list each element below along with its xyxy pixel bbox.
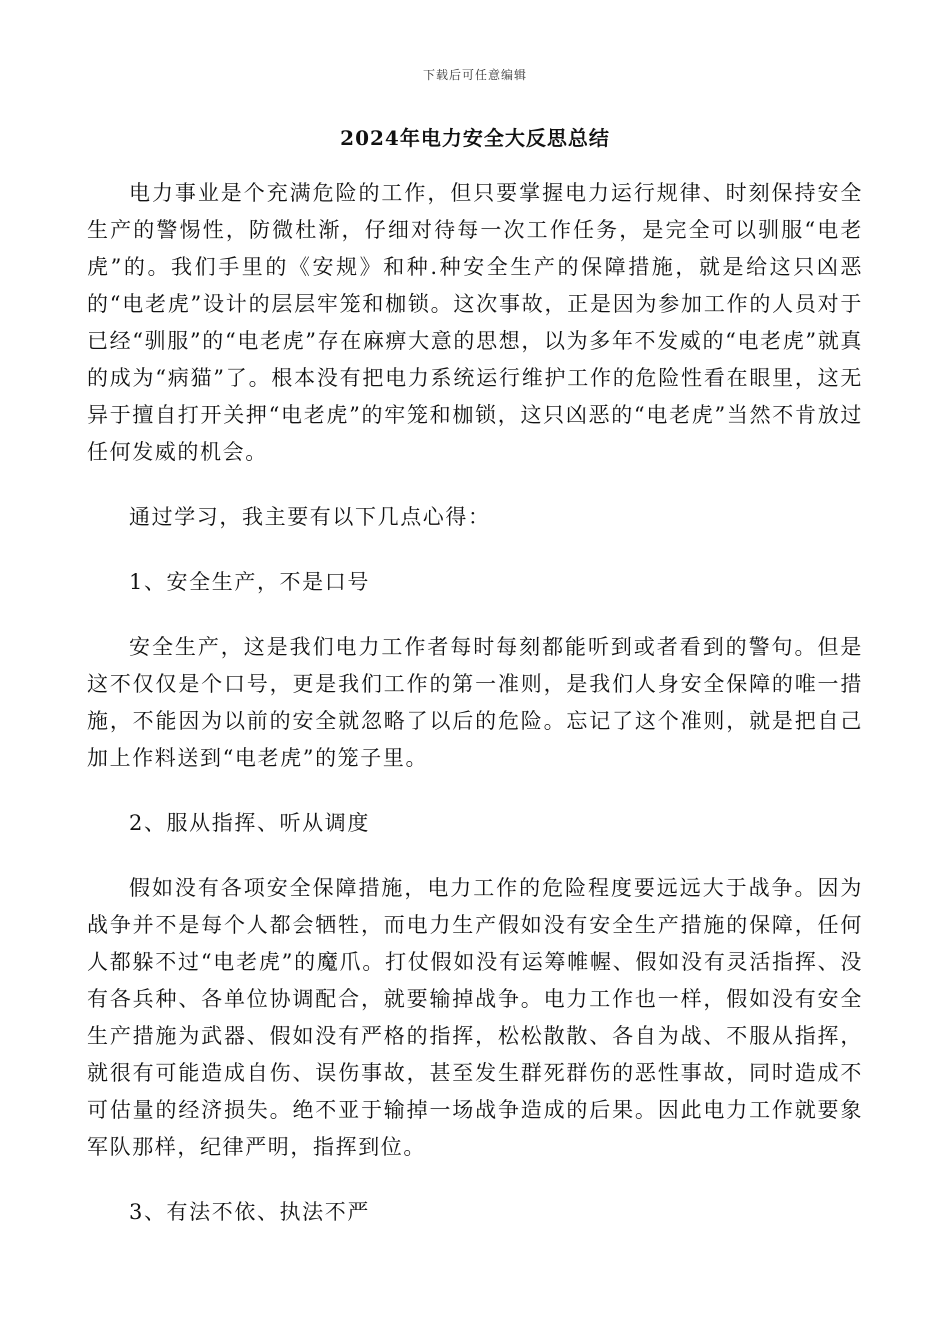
section-heading-3: 3、有法不依、执法不严 <box>129 1200 370 1224</box>
paragraph-section-1: 安全生产，这是我们电力工作者每时每刻都能听到或者看到的警句。但是这不仅仅是个口号，更是我们工作的第一准则，是我们人身安全保障的唯一措施，不能因为以前的安全就忽略了以后的危险。忘记了这个准则，就是把自己加上作料送到“电老虎”的笼子里。 <box>87 635 863 770</box>
paragraph-section-2: 假如没有各项安全保障措施，电力工作的危险程度要远远大于战争。因为战争并不是每个人都会牺牲，而电力生产假如没有安全生产措施的保障，任何人都躲不过“电老虎”的魔爪。打仗假如没有运筹帷幄、假如没有灵活指挥、没有各兵种、各单位协调配合，就要输掉战争。电力工作也一样，假如没有安全生产措施为武器、假如没有严格的指挥，松松散散、各自为战、不服从指挥，就很有可能造成自伤、误伤事故，甚至发生群死群伤的恶性事故，同时造成不可估量的经济损失。绝不亚于输掉一场战争造成的后果。因此电力工作就要象军队那样，纪律严明，指挥到位。 <box>87 876 863 1159</box>
section-heading-1: 1、安全生产，不是口号 <box>129 570 370 594</box>
paragraph-lead-in: 通过学习，我主要有以下几点心得： <box>129 505 491 529</box>
section-heading-2: 2、服从指挥、听从调度 <box>129 811 370 835</box>
header-note: 下载后可任意编辑 <box>422 68 527 82</box>
paragraph-intro: 电力事业是个充满危险的工作，但只要掌握电力运行规律、时刻保持安全生产的警惕性，防微杜渐，仔细对待每一次工作任务，是完全可以驯服“电老虎”的。我们手里的《安规》和种.种安全生产的保障措施，就是给这只凶恶的“电老虎”设计的层层牢笼和枷锁。这次事故，正是因为参加工作的人员对于已经“驯服”的“电老虎”存在麻痹大意的思想，以为多年不发威的“电老虎”就真的成为“病猫”了。根本没有把电力系统运行维护工作的危险性看在眼里，这无异于擅自打开关押“电老虎”的牢笼和枷锁，这只凶恶的“电老虎”当然不肯放过任何发威的机会。 <box>87 181 863 464</box>
document-body <box>87 175 863 1259</box>
document-title: 2024年电力安全大反思总结 <box>340 126 610 150</box>
